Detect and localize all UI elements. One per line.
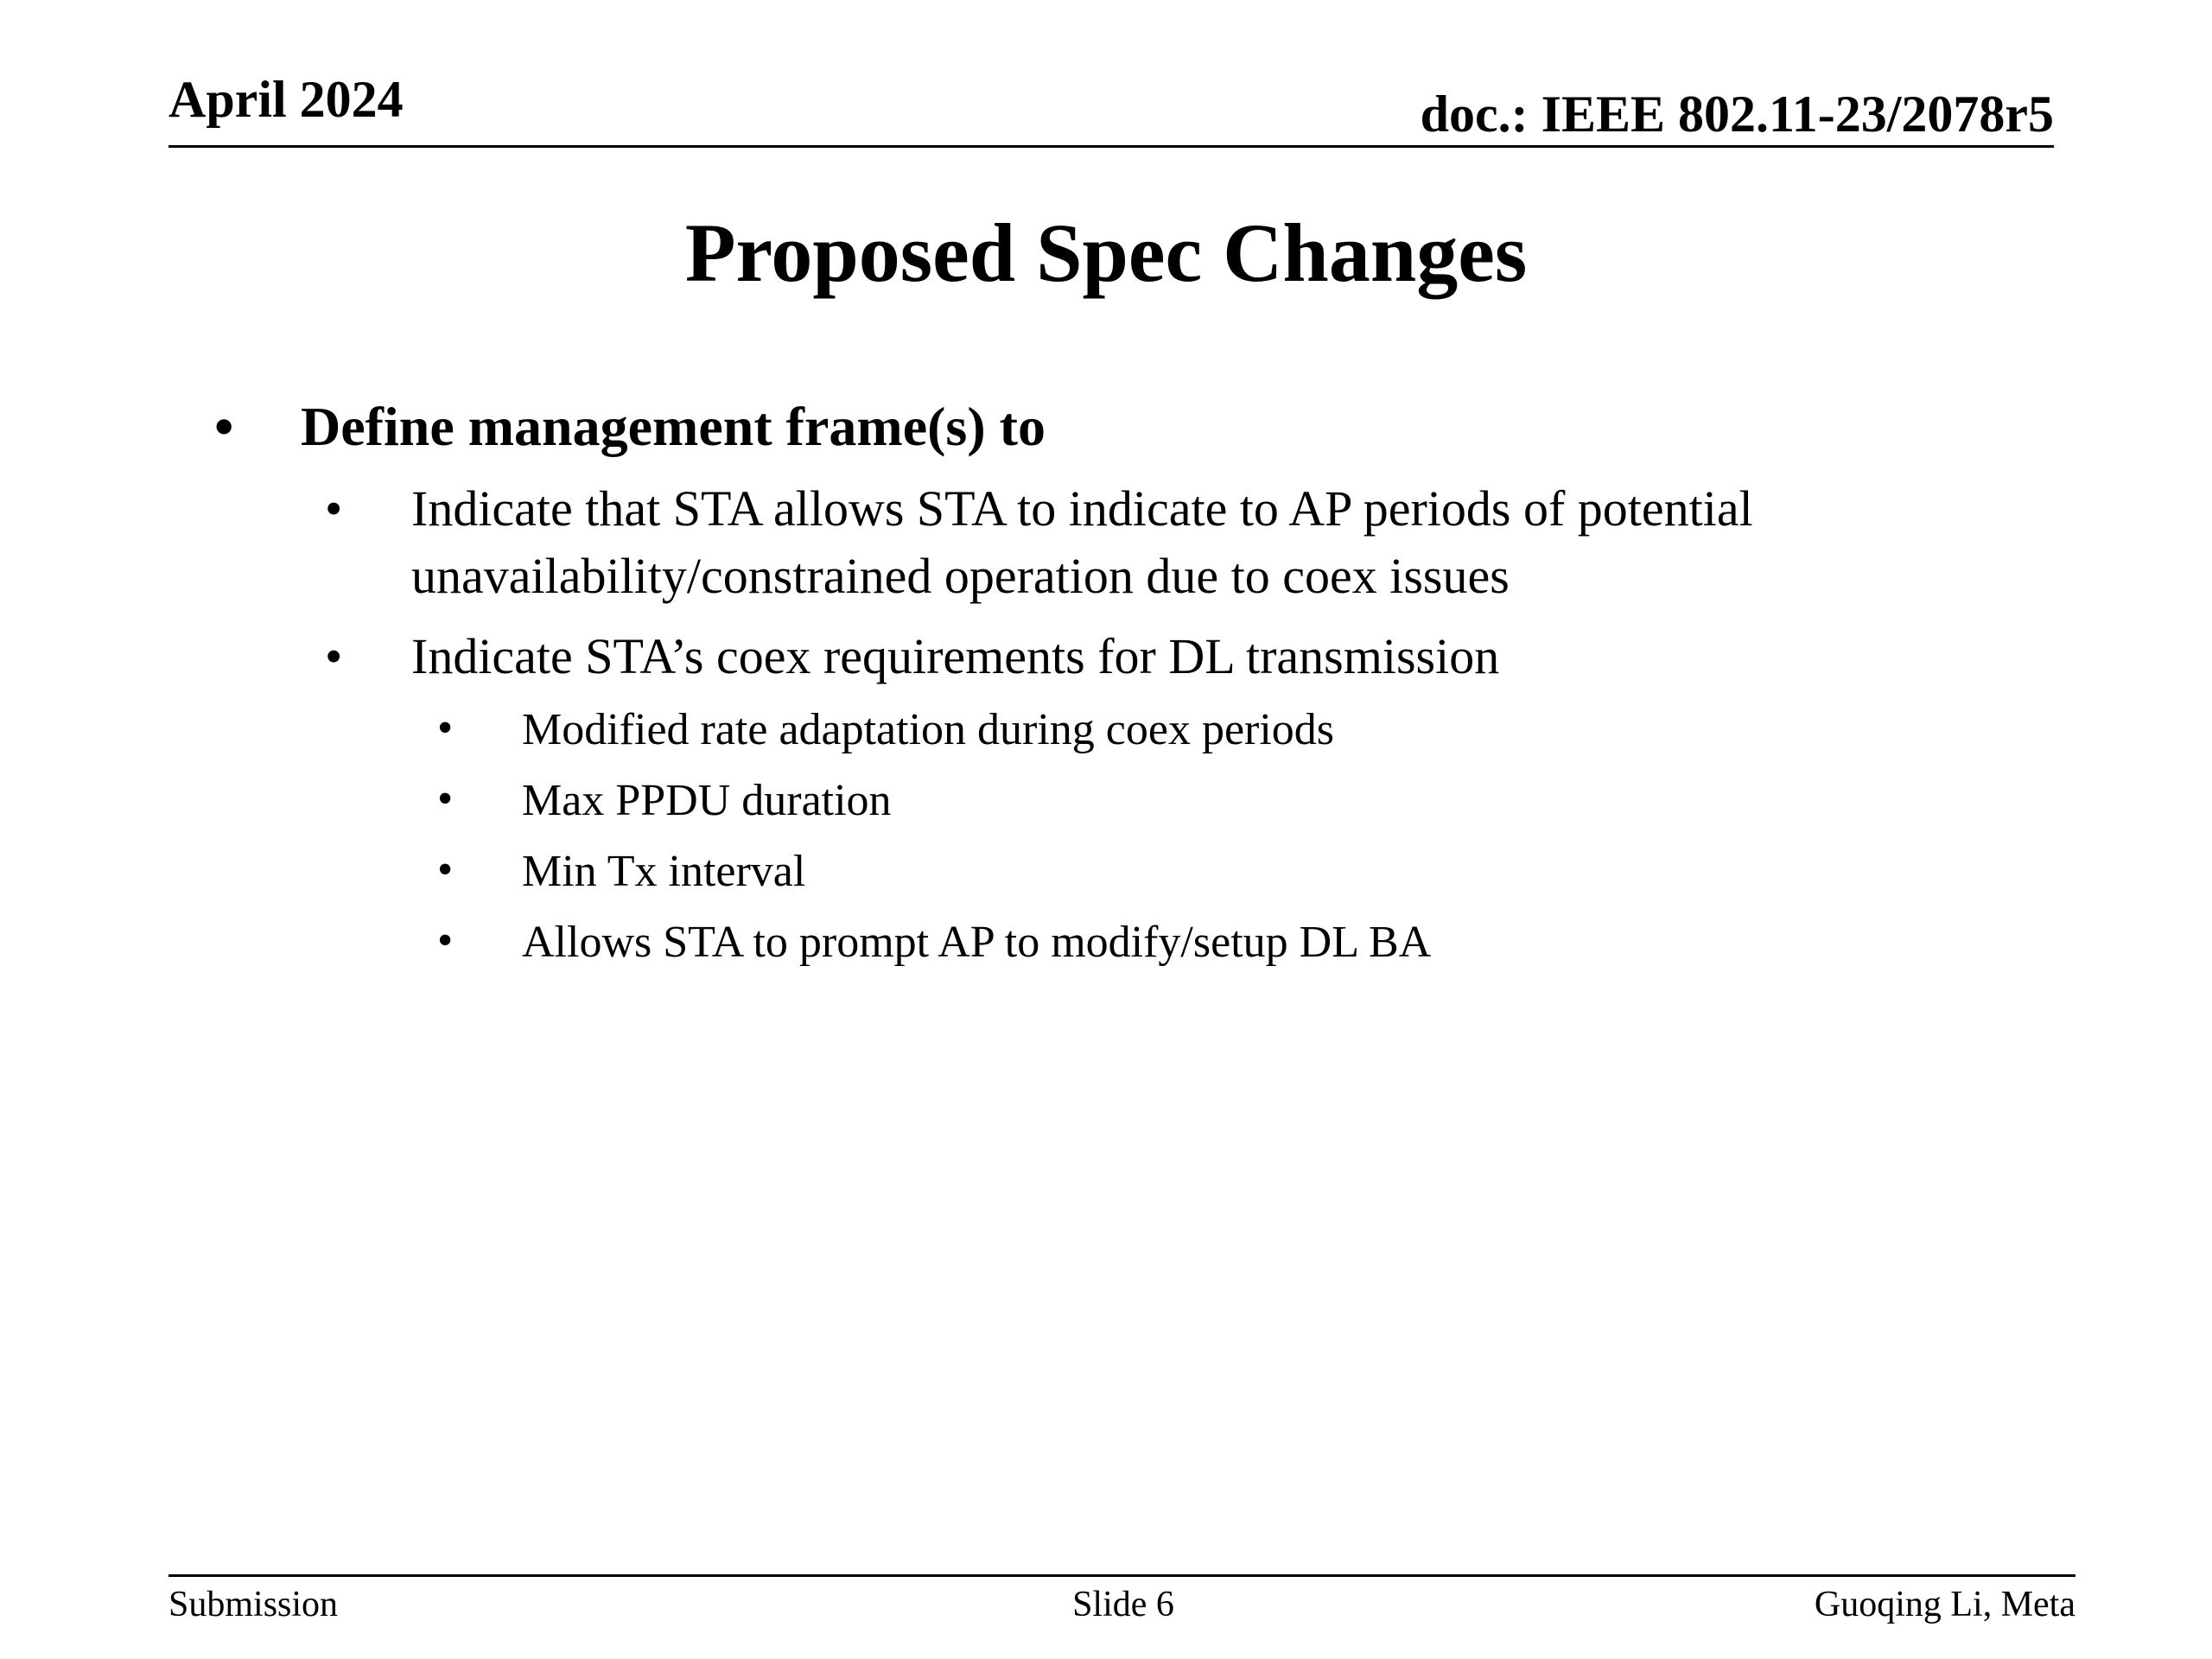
- footer-submission: Submission: [168, 1585, 339, 1624]
- bullet-marker: •: [325, 480, 343, 537]
- bullet-marker: •: [437, 774, 454, 823]
- bullet-level3-text: Max PPDU duration: [522, 776, 892, 825]
- header-date: April 2024: [168, 71, 404, 128]
- bullet-level1-text: Define management frame(s) to: [301, 396, 1046, 457]
- bullet-level2-text-continuation: unavailability/constrained operation due to coex issues: [411, 548, 1510, 604]
- bullet-marker: •: [437, 703, 454, 753]
- header-doc-id: doc.: IEEE 802.11-23/2078r5: [1420, 86, 2054, 143]
- bullet-marker: •: [437, 916, 454, 965]
- bullet-level3-text: Min Tx interval: [522, 847, 806, 896]
- slide-title: Proposed Spec Changes: [684, 207, 1528, 299]
- bullet-marker: •: [214, 396, 234, 457]
- footer-slide-number: Slide 6: [1072, 1585, 1174, 1624]
- footer-author: Guoqing Li, Meta: [1814, 1585, 2075, 1624]
- bullet-level2-text: Indicate STA’s coex requirements for DL transmission: [411, 628, 1500, 684]
- bullet-level3-text: Modified rate adaptation during coex periods: [522, 705, 1335, 754]
- bullet-marker: •: [325, 628, 343, 684]
- bullet-level3-text: Allows STA to prompt AP to modify/setup DL BA: [522, 918, 1432, 967]
- bullet-marker: •: [437, 845, 454, 894]
- bullet-level2-text: Indicate that STA allows STA to indicate to AP periods of potential: [411, 480, 1753, 537]
- footer-divider: [168, 1574, 2075, 1577]
